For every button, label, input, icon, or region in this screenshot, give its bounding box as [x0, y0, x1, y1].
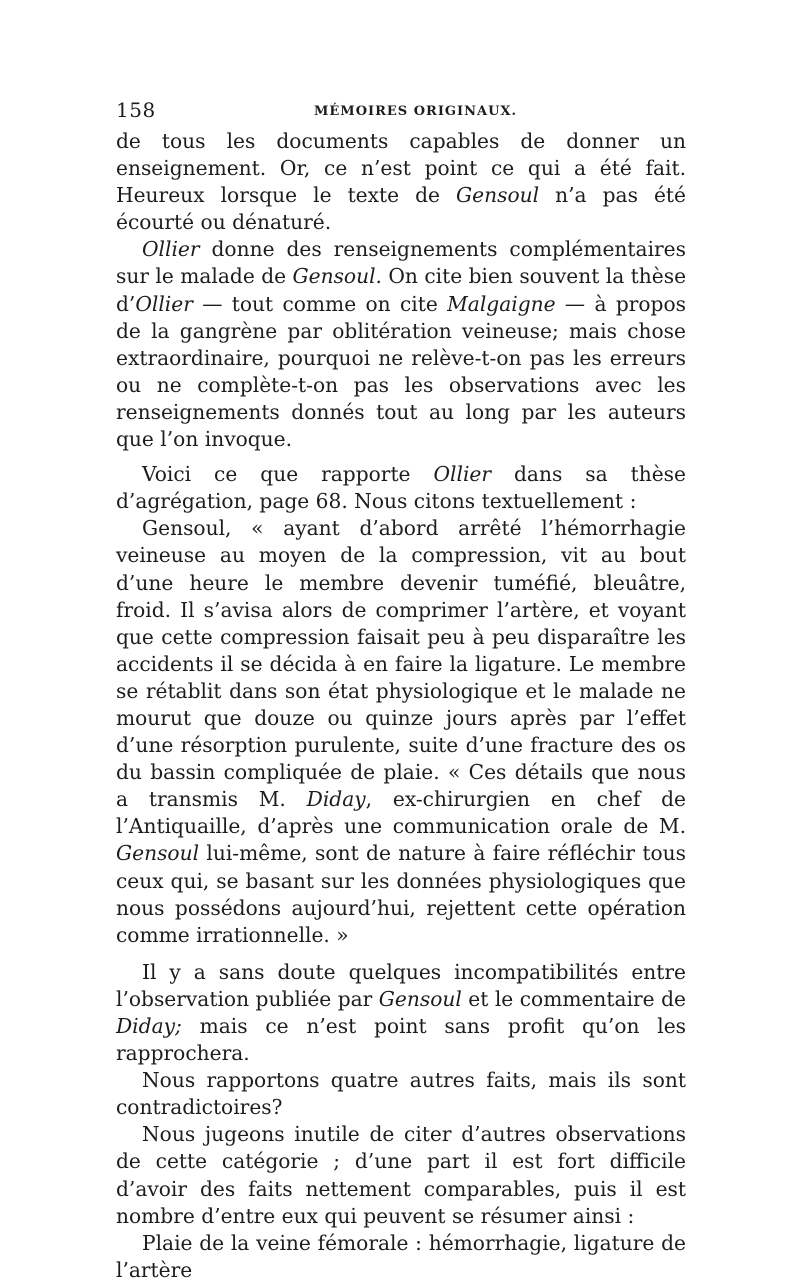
page-header [116, 98, 686, 128]
author-name: Gensoul [378, 986, 462, 1011]
book-page [116, 98, 686, 1284]
paragraph-8: Plaie de la veine fémorale : hémorrhagie, ligature de l’artère [116, 1230, 686, 1282]
author-name: Gensoul [116, 841, 200, 866]
paragraph-6: Nous rapportons quatre autres faits, mais ils sont contradictoires? [116, 1068, 686, 1120]
author-name: Ollier [135, 291, 193, 316]
page-number: 158 [116, 98, 156, 122]
paragraph-1: de tous les documents capables de donner un enseignement. Or, ce n’est point ce qui a été fait. Heureux lorsque le texte de Gensoul n’a pas été écourté ou dénaturé. [116, 129, 686, 235]
running-head: MÉMOIRES ORIGINAUX. [314, 104, 518, 119]
paragraph-2: Ollier donne des renseignements complémentaires sur le malade de Gensoul. On cite bien souvent la thèse d’Ollier — tout comme on cite Malgaigne — à propos de la gangrène par oblitération veineuse; mais chose extraordinaire, pourquoi ne relève-t-on pas les erreurs ou ne complète-t-on pas les observations avec les renseignements donnés tout au long par les auteurs que l’on invoque. [116, 237, 687, 452]
paragraph-3: Voici ce que rapporte Ollier dans sa thèse d’agrégation, page 68. Nous citons textuellement : [116, 462, 686, 514]
author-name: Ollier [142, 237, 200, 262]
author-name: Ollier [433, 462, 492, 487]
author-name: Gensoul [456, 183, 540, 208]
paragraph-4-quotation: Gensoul, « ayant d’abord arrêté l’hémorrhagie veineuse au moyen de la compression, vit au bout d’une heure le membre devenir tuméfié, bleuâtre, froid. Il s’avisa alors de comprimer l’artère, et voyant que cette compression faisait peu à peu disparaître les accidents il se décida à en faire la ligature. Le membre se rétablit dans son état physiologique et le malade ne mourut que douze ou quinze jours après par l’effet d’une résorption purulente, suite d’une fracture des os du bassin compliquée de plaie. « Ces détails que nous a transmis M. Diday, ex-chirurgien en chef de l’Antiquaille, d’après une communication orale de M. Gensoul lui-même, sont de nature à faire réfléchir tous ceux qui, se basant sur les données physiologiques que nous possédons aujourd’hui, rejettent cette opération comme irrationnelle. » [116, 516, 686, 947]
paragraph-7: Nous jugeons inutile de citer d’autres observations de cette catégorie ; d’une part il est fort difficile d’avoir des faits nettement comparables, puis il est nombre d’entre eux qui peuvent se résumer ainsi : [116, 1122, 686, 1228]
author-name: Gensoul. [292, 264, 382, 289]
paragraph-5: Il y a sans doute quelques incompatibilités entre l’observation publiée par Gensoul et le commentaire de Diday; mais ce n’est point sans profit qu’on les rapprochera. [116, 959, 686, 1066]
author-name: Diday; [116, 1014, 182, 1038]
author-name: Malgaigne [447, 291, 556, 316]
body-text [116, 128, 686, 1284]
author-name: Diday [306, 787, 366, 812]
